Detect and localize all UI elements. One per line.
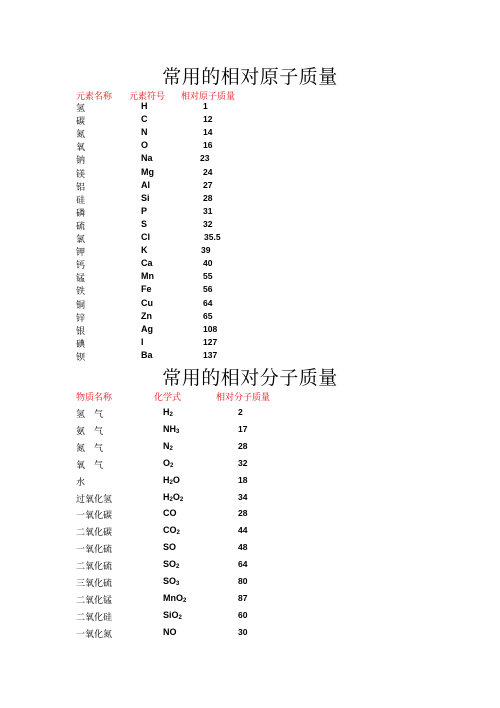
element-name: 氧 xyxy=(76,143,86,154)
element-name: 锌 xyxy=(76,313,86,324)
element-row xyxy=(0,258,500,271)
substance-name: 二氧化碳 xyxy=(76,528,113,539)
element-formula: Si xyxy=(141,192,150,203)
element-mass: 56 xyxy=(203,284,213,295)
substance-row xyxy=(0,525,500,538)
substance-mass: 48 xyxy=(238,542,248,553)
substance-row xyxy=(0,559,500,572)
element-mass: 127 xyxy=(203,336,218,347)
element-row xyxy=(0,271,500,284)
substance-formula: $O_2$ xyxy=(163,457,174,469)
atomic-header-name: 元素名称 xyxy=(76,92,113,102)
substance-name: 氢 气 xyxy=(76,410,104,420)
element-mass: 14 xyxy=(203,127,213,138)
substance-mass: 30 xyxy=(238,626,248,637)
substance-formula: $H_2$ xyxy=(163,407,173,418)
substance-row xyxy=(0,407,500,420)
element-name: 铁 xyxy=(76,287,86,298)
substance-formula: $N_2$ xyxy=(163,440,173,452)
substance-name: 氮 气 xyxy=(76,443,104,454)
element-name: 钙 xyxy=(76,261,86,272)
element-mass: 55 xyxy=(203,271,213,282)
element-formula: Mg xyxy=(141,166,154,177)
substance-mass: 44 xyxy=(238,525,248,536)
element-formula: H xyxy=(141,101,148,111)
element-mass: 40 xyxy=(203,258,213,269)
substance-formula: $NH_3$ xyxy=(163,423,180,435)
substance-mass: 18 xyxy=(238,474,248,485)
element-formula: Ba xyxy=(141,349,153,360)
substance-row xyxy=(0,593,500,606)
substance-row xyxy=(0,627,500,640)
substance-mass: 17 xyxy=(238,423,248,434)
substance-mass: 28 xyxy=(238,508,248,519)
element-name: 锰 xyxy=(76,274,86,285)
element-row xyxy=(0,337,500,350)
element-row xyxy=(0,284,500,297)
element-formula: Cl xyxy=(141,232,150,242)
substance-row xyxy=(0,508,500,521)
substance-formula: $H_2O$ xyxy=(163,474,180,486)
substance-name: 水 xyxy=(76,477,86,488)
element-formula: P xyxy=(141,205,148,216)
substance-row xyxy=(0,424,500,437)
element-row xyxy=(0,245,500,258)
element-row xyxy=(0,311,500,324)
substance-formula: $SO_2$ xyxy=(163,559,180,571)
substance-name: 二氧化硅 xyxy=(76,612,113,623)
substance-row xyxy=(0,542,500,555)
element-mass: 137 xyxy=(203,349,218,360)
element-name: 硫 xyxy=(76,221,86,232)
substance-mass: 80 xyxy=(238,576,248,586)
substance-mass: 32 xyxy=(238,457,248,468)
element-mass: 108 xyxy=(203,323,218,334)
element-name: 碘 xyxy=(76,339,86,350)
element-mass: 1 xyxy=(203,101,208,111)
substance-name: 二氧化锰 xyxy=(76,595,113,606)
element-name: 铝 xyxy=(76,182,86,193)
substance-formula: SiO$_2$ xyxy=(163,609,182,621)
substance-name: 过氧化氢 xyxy=(76,494,113,505)
element-name: 钾 xyxy=(76,248,86,259)
element-formula: C xyxy=(141,114,148,125)
element-formula: Zn xyxy=(141,310,152,321)
element-mass: 64 xyxy=(203,297,213,308)
molecular-header-mass: 相对分子质量 xyxy=(216,393,271,403)
element-name: 硅 xyxy=(76,195,86,206)
element-name: 碳 xyxy=(76,117,86,128)
element-formula: Mn xyxy=(141,271,154,282)
element-formula: Ag xyxy=(141,323,153,334)
element-row xyxy=(0,324,500,337)
element-name: 钡 xyxy=(76,352,86,363)
substance-name: 氧 气 xyxy=(76,460,104,471)
element-mass: 35.5 xyxy=(204,232,221,242)
substance-row xyxy=(0,576,500,589)
element-row xyxy=(0,140,500,153)
atomic-header-symbol: 元素符号 xyxy=(129,92,166,102)
element-row xyxy=(0,206,500,219)
molecular-header-name: 物质名称 xyxy=(76,393,113,403)
element-formula: O xyxy=(141,140,149,151)
substance-formula: SO xyxy=(163,542,177,553)
substance-formula: $CO_2$ xyxy=(163,525,180,537)
element-mass: 32 xyxy=(203,218,213,229)
element-row xyxy=(0,219,500,232)
element-row xyxy=(0,114,500,127)
substance-name: 三氧化硫 xyxy=(76,579,113,589)
substance-mass: 28 xyxy=(238,440,248,451)
substance-name: 二氧化硫 xyxy=(76,562,113,573)
substance-name: 一氧化硫 xyxy=(76,545,113,556)
element-formula: K xyxy=(141,245,148,256)
element-name: 银 xyxy=(76,326,86,337)
element-mass: 16 xyxy=(203,140,213,151)
substance-row xyxy=(0,458,500,471)
element-mass: 27 xyxy=(203,179,213,190)
atomic-mass-title: 常用的相对原子质量 xyxy=(162,66,338,88)
element-name: 氯 xyxy=(76,235,86,245)
element-mass: 24 xyxy=(203,166,213,177)
element-name: 镁 xyxy=(76,169,86,180)
substance-row xyxy=(0,441,500,454)
element-name: 铜 xyxy=(76,300,86,311)
element-row xyxy=(0,350,500,363)
element-mass: 23 xyxy=(200,153,210,164)
element-mass: 12 xyxy=(203,114,213,125)
substance-mass: 34 xyxy=(238,491,248,502)
element-mass: 28 xyxy=(203,192,213,203)
element-mass: 39 xyxy=(201,245,211,256)
element-mass: 31 xyxy=(203,205,213,216)
substance-formula: MnO$_2$ xyxy=(163,592,187,604)
element-formula: Na xyxy=(141,153,153,164)
element-row xyxy=(0,180,500,193)
substance-formula: $SO_3$ xyxy=(163,576,180,587)
molecular-header-formula: 化学式 xyxy=(154,393,182,403)
molecular-mass-title: 常用的相对分子质量 xyxy=(162,367,338,389)
element-row xyxy=(0,153,500,166)
substance-row xyxy=(0,492,500,505)
substance-mass: 2 xyxy=(238,407,243,417)
substance-row xyxy=(0,475,500,488)
element-formula: Fe xyxy=(141,284,152,295)
element-formula: Ca xyxy=(141,258,153,269)
element-row xyxy=(0,298,500,311)
substance-name: 氨 气 xyxy=(76,426,104,437)
element-mass: 65 xyxy=(203,310,213,321)
element-row xyxy=(0,127,500,140)
element-row xyxy=(0,232,500,245)
element-name: 磷 xyxy=(76,208,86,219)
substance-formula: NO xyxy=(163,626,177,637)
substance-formula: $H_2O_2$ xyxy=(163,491,184,503)
element-name: 氢 xyxy=(76,104,86,114)
element-formula: N xyxy=(141,127,148,138)
substance-mass: 60 xyxy=(238,609,248,620)
element-row xyxy=(0,101,500,114)
substance-mass: 87 xyxy=(238,592,248,603)
substance-formula: CO xyxy=(163,508,177,519)
element-name: 钠 xyxy=(76,156,86,167)
element-formula: Al xyxy=(141,179,150,190)
substance-name: 一氧化氮 xyxy=(76,629,113,640)
element-name: 氮 xyxy=(76,130,86,141)
substance-row xyxy=(0,610,500,623)
element-formula: I xyxy=(141,336,144,347)
substance-mass: 64 xyxy=(238,559,248,570)
atomic-header-mass: 相对原子质量 xyxy=(181,92,236,102)
element-row xyxy=(0,167,500,180)
substance-name: 一氧化碳 xyxy=(76,511,113,522)
element-row xyxy=(0,193,500,206)
element-formula: Cu xyxy=(141,297,153,308)
element-formula: S xyxy=(141,218,148,229)
